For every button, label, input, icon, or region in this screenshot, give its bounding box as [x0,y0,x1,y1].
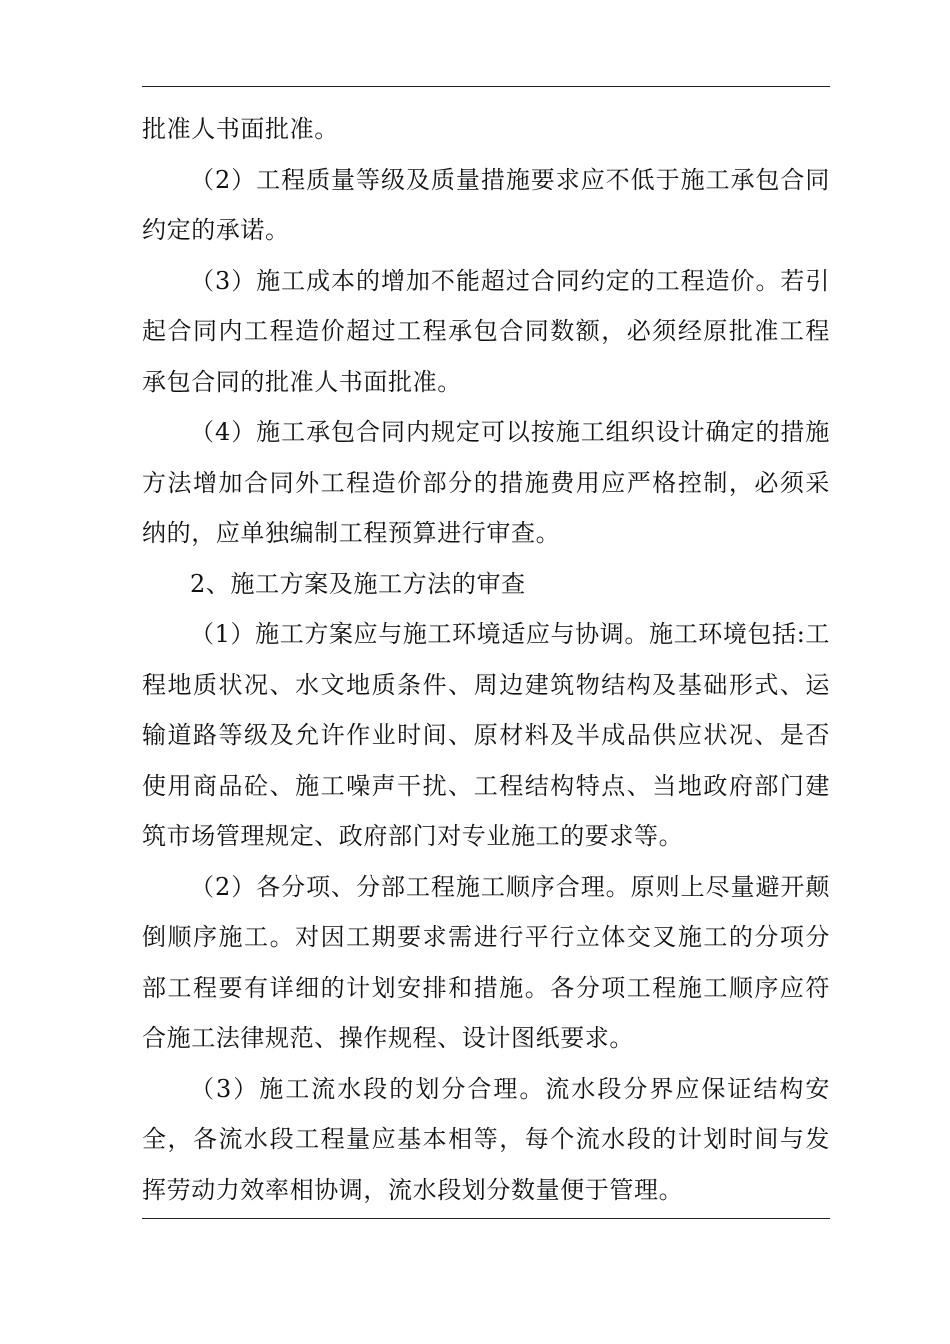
footer-rule [142,1218,830,1219]
paragraph-sub-item-1: （1）施工方案应与施工环境适应与协调。施工环境包括:工程地质状况、水文地质条件、周边建筑物结构及基础形式、运输道路等级及允许作业时间、原材料及半成品供应状况、是否使用商品砼、施工噪声干扰、工程结构特点、当地政府部门建筑市场管理规定、政府部门对专业施工的要求等。 [142,620,830,850]
paragraph-item-2: （2）工程质量等级及质量措施要求应不低于施工承包合同约定的承诺。 [142,165,830,244]
paragraph-sub-item-3: （3）施工流水段的划分合理。流水段分界应保证结构安全，各流水段工程量应基本相等，每个流水段的计划时间与发挥劳动力效率相协调，流水段划分数量便于管理。 [142,1074,830,1204]
paragraph-item-3: （3）施工成本的增加不能超过合同约定的工程造价。若引起合同内工程造价超过工程承包合同数额，必须经原批准工程承包合同的批准人书面批准。 [142,266,830,396]
paragraph-item-4: （4）施工承包合同内规定可以按施工组织设计确定的措施方法增加合同外工程造价部分的措施费用应严格控制，必须采纳的，应单独编制工程预算进行审查。 [142,418,830,547]
section-heading: 2、施工方案及施工方法的审查 [190,569,526,598]
paragraph-continuation: 批准人书面批准。 [142,115,339,143]
document-body [142,104,830,1215]
paragraph-sub-item-2: （2）各分项、分部工程施工顺序合理。原则上尽量避开颠倒顺序施工。对因工期要求需进行平行立体交叉施工的分项分部工程要有详细的计划安排和措施。各分项工程施工顺序应符合施工法律规范、操作规程、设计图纸要求。 [142,872,830,1052]
header-rule [142,86,830,87]
